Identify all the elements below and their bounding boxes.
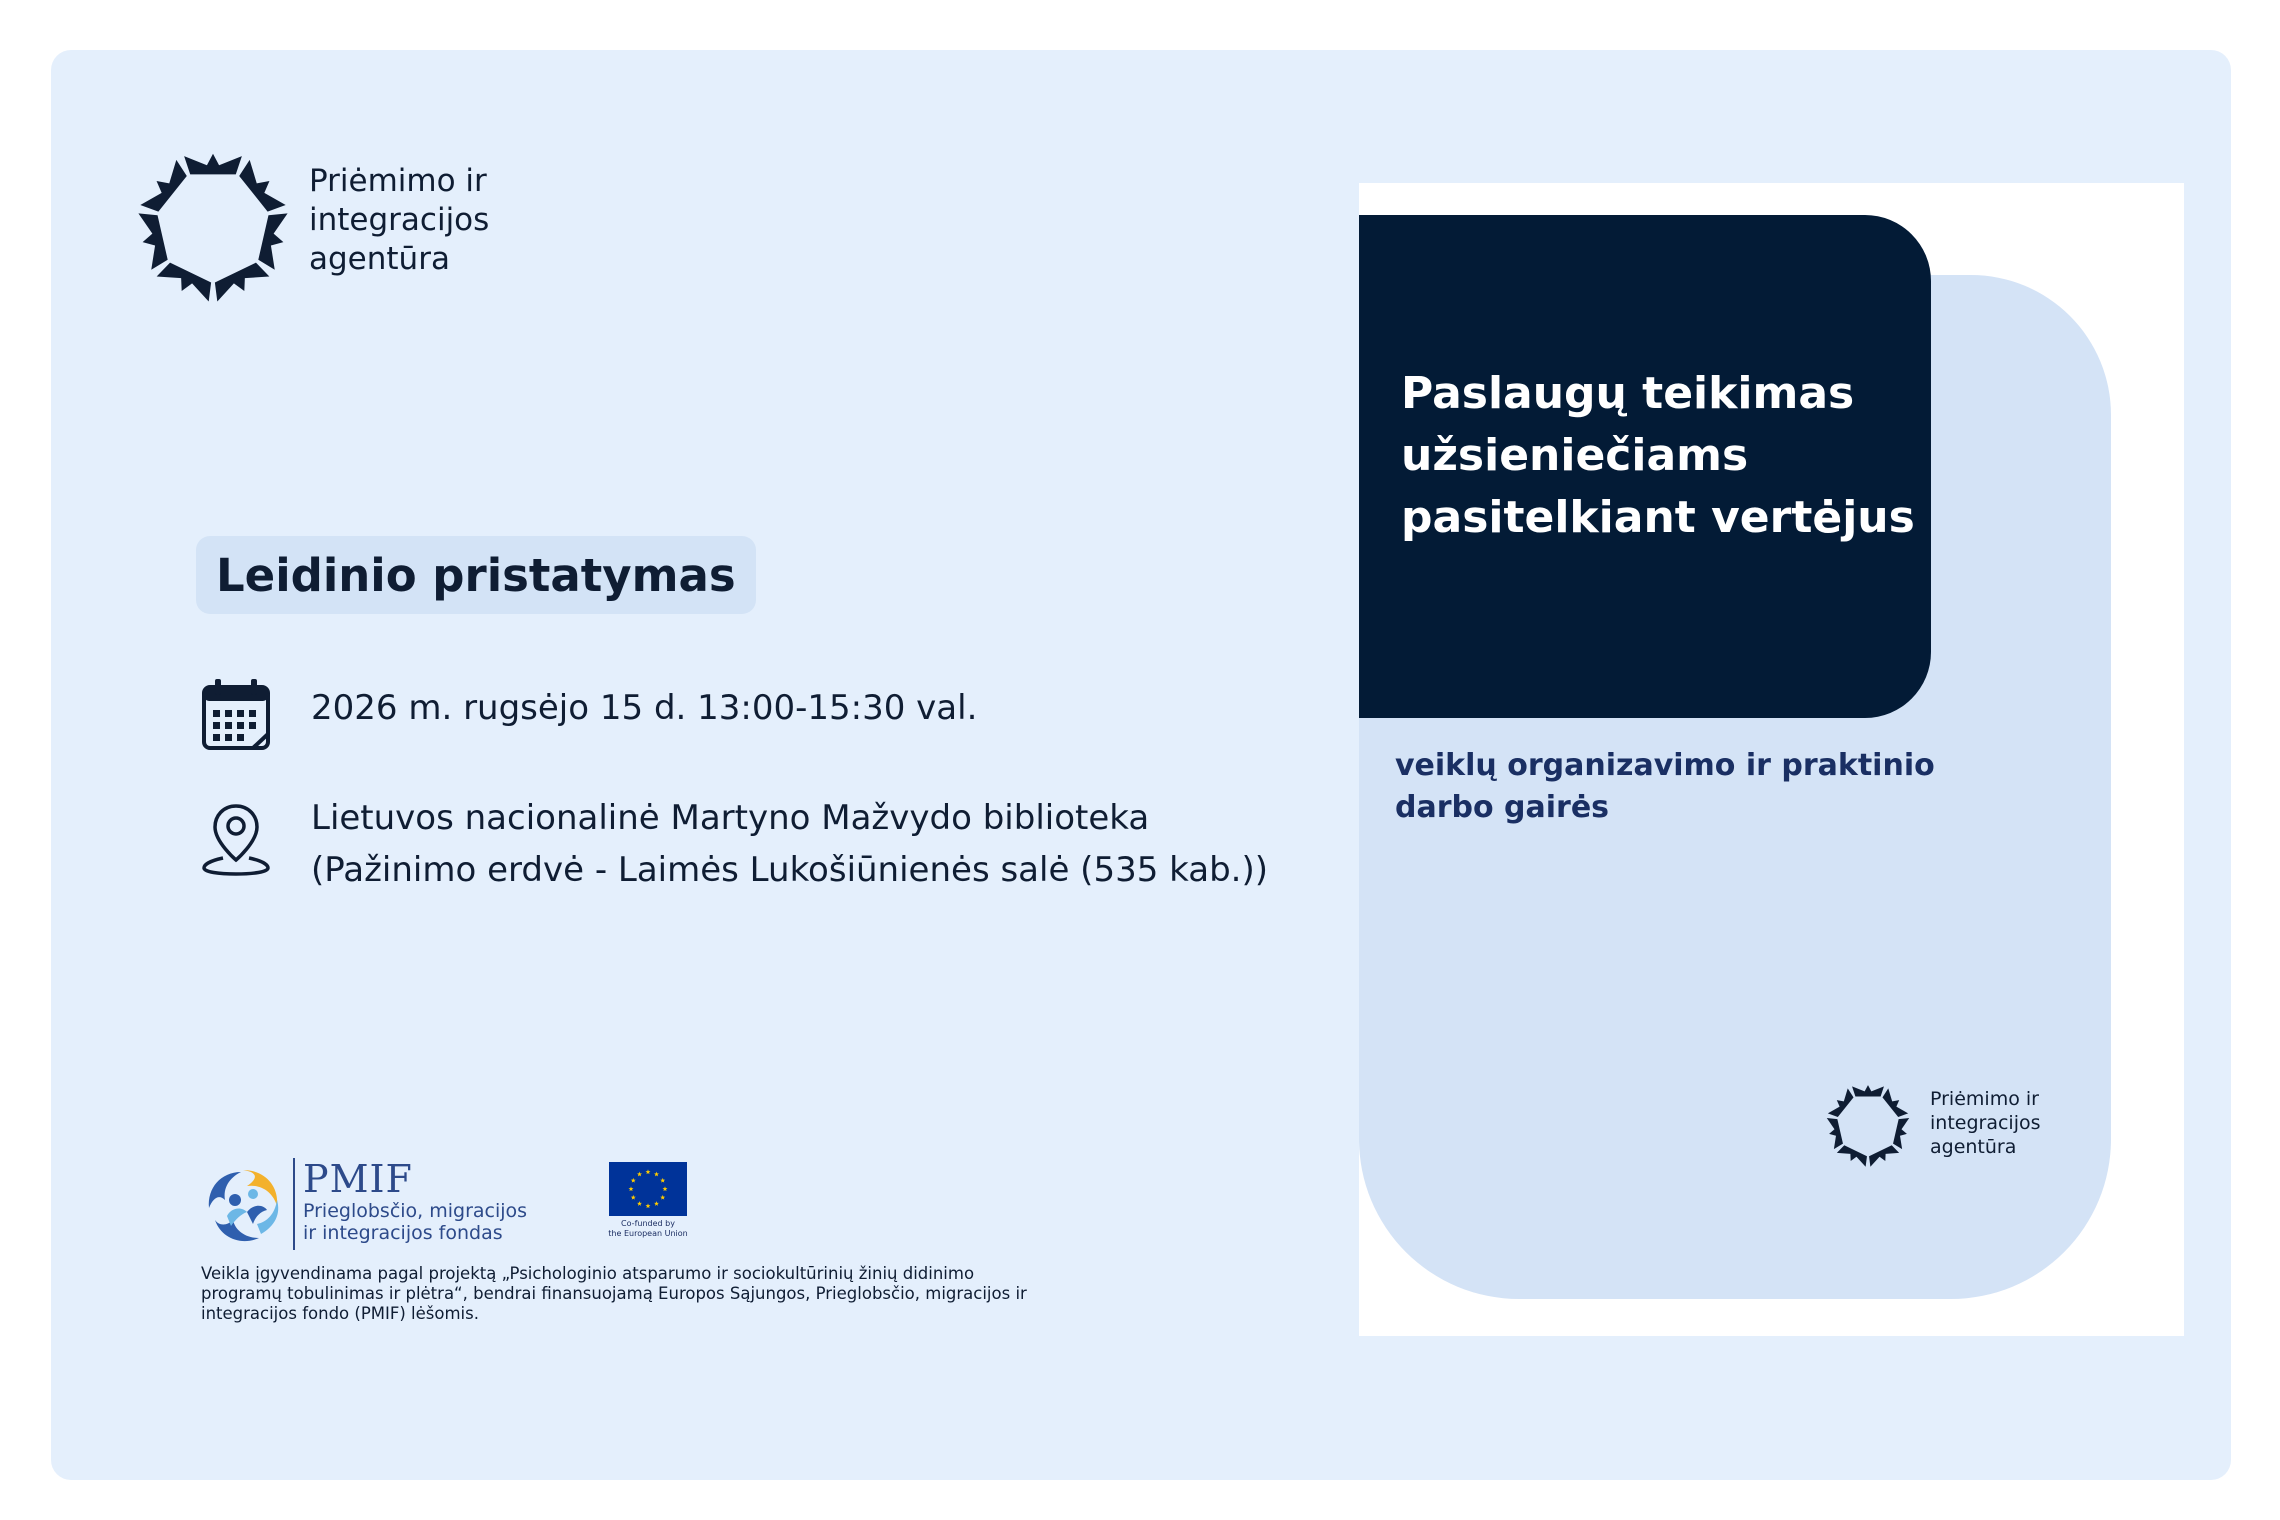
calendar-icon [201, 678, 271, 752]
eu-caption-line: Co-funded by [621, 1219, 675, 1228]
pmif-title: PMIF [303, 1157, 413, 1201]
pmif-text [303, 1158, 527, 1244]
cover-subtitle [1395, 745, 1955, 829]
pmif-logo [201, 1158, 527, 1250]
event-date: 2026 m. rugsėjo 15 d. 13:00-15:30 val. [311, 688, 978, 728]
agency-name-line: Priėmimo ir [309, 163, 487, 199]
location-line: (Pažinimo erdvė - Laimės Lukošiūnienės salė (535 kab.)) [311, 850, 1268, 890]
event-type-badge: Leidinio pristatymas [196, 536, 756, 614]
cover-agency-logo [1826, 1083, 2041, 1167]
agency-name-line: Priėmimo ir [1930, 1088, 2039, 1110]
cover-title-line: pasitelkiant vertėjus [1401, 492, 1915, 543]
cover-title [1401, 363, 1921, 549]
funding-footnote: Veikla įgyvendinama pagal projektą „Psichologinio atsparumo ir sociokultūrinių žinių didinimo programų tobulinimas ir plėtra“, bendrai finansuojamą Europos Sąjungos, Prieglobsčio, migracijos ir integracijos fondo (PMIF) lėšomis. [201, 1264, 1027, 1323]
event-location-row [201, 798, 1268, 896]
agency-name-line: agentūra [1930, 1136, 2017, 1158]
cover-title-line: užsieniečiams [1401, 430, 1749, 481]
agency-name-line: integracijos [1930, 1112, 2041, 1134]
cover-title-line: Paslaugų teikimas [1401, 368, 1855, 419]
eu-flag-icon [609, 1162, 687, 1216]
star-logo-icon [137, 150, 289, 302]
event-location [311, 792, 1268, 896]
agency-name [309, 162, 489, 279]
publication-cover [1359, 183, 2184, 1336]
pmif-separator [293, 1158, 295, 1250]
event-date-row [201, 678, 977, 752]
cover-subtitle-line: darbo gairės [1395, 790, 1610, 825]
agency-name-line: integracijos [309, 202, 490, 238]
eu-cofunded-logo [603, 1162, 693, 1239]
star-logo-icon [1826, 1083, 1910, 1167]
pmif-subtitle-line: ir integracijos fondas [303, 1222, 503, 1244]
cover-agency-name [1930, 1087, 2041, 1159]
agency-name-line: agentūra [309, 241, 450, 277]
map-pin-icon [201, 802, 271, 876]
event-card [51, 50, 2231, 1480]
pmif-subtitle-line: Prieglobsčio, migracijos [303, 1200, 528, 1222]
agency-logo [137, 150, 489, 302]
location-line: Lietuvos nacionalinė Martyno Mažvydo biblioteka [311, 798, 1150, 838]
cover-subtitle-line: veiklų organizavimo ir praktinio [1395, 748, 1935, 783]
eu-caption-line: the European Union [608, 1229, 688, 1238]
pmif-emblem-icon [201, 1164, 285, 1248]
